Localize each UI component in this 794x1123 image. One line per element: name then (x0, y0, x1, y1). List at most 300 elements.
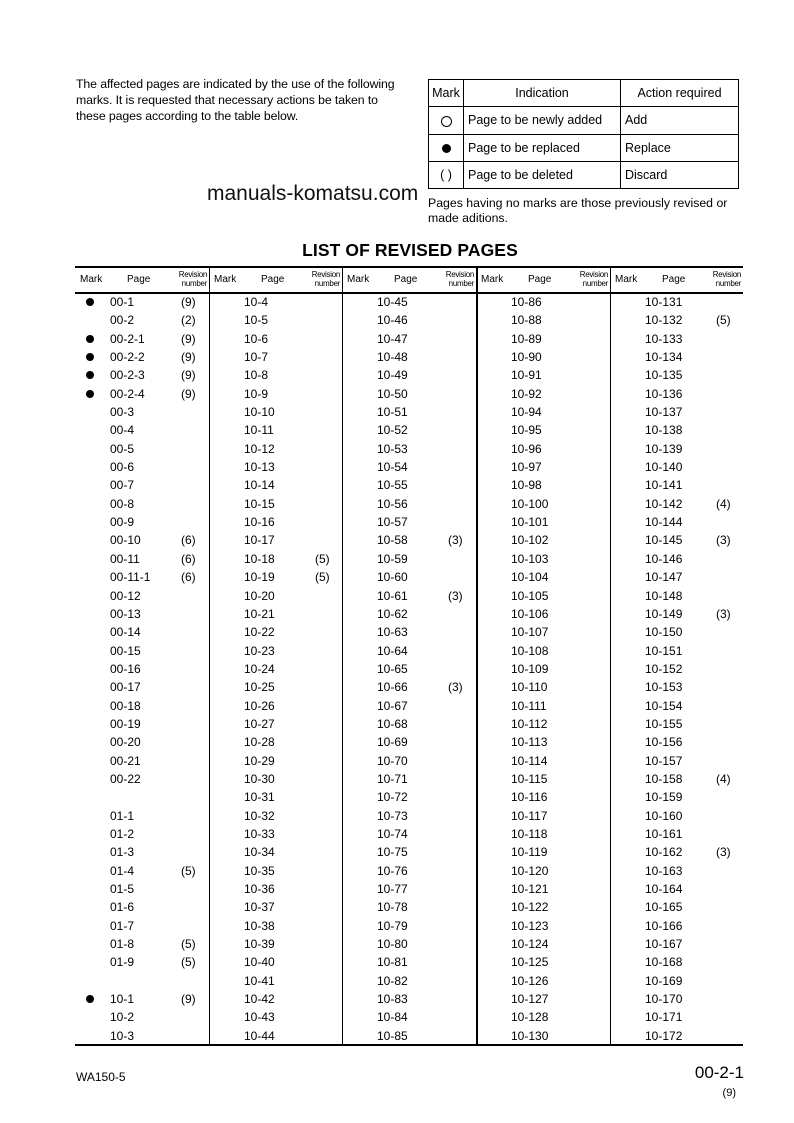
table-row (342, 568, 476, 586)
page-cell: 10-43 (244, 1010, 275, 1025)
page-cell: 10-30 (244, 771, 275, 786)
page-cell: 00-16 (110, 661, 141, 676)
table-row (610, 495, 743, 513)
page-cell: 10-102 (511, 533, 549, 548)
table-row (610, 917, 743, 935)
header-revision-number (713, 270, 741, 294)
table-row (209, 421, 342, 439)
page-cell: 00-19 (110, 716, 141, 731)
table-row (209, 550, 342, 568)
table-row (75, 366, 209, 384)
table-row (75, 568, 209, 586)
page-cell: 10-52 (377, 423, 408, 438)
table-row (610, 862, 743, 880)
page-cell: 10-7 (244, 350, 269, 365)
page-cell: 10-159 (645, 790, 683, 805)
table-row (209, 972, 342, 990)
page-cell: 10-136 (645, 386, 683, 401)
page-cell: 10-81 (377, 955, 408, 970)
page-cell: 10-117 (511, 808, 548, 823)
header-revision-line1: Revision (712, 270, 741, 279)
table-row (476, 385, 610, 403)
page-cell: 10-83 (377, 992, 408, 1007)
table-row (75, 660, 209, 678)
table-row (610, 623, 743, 641)
page-cell: 10-65 (377, 661, 408, 676)
revision-cell: (5) (181, 863, 196, 878)
table-row (75, 770, 209, 788)
table-row (75, 476, 209, 494)
page-cell: 10-57 (377, 515, 408, 530)
table-row (610, 403, 743, 421)
page-cell: 10-121 (511, 882, 549, 896)
page-cell: 01-9 (110, 955, 135, 970)
table-row (342, 697, 476, 715)
table-row (209, 385, 342, 403)
table-row (476, 825, 610, 843)
page-cell: 10-45 (377, 295, 408, 309)
table-row (209, 403, 342, 421)
page-cell: 10-109 (511, 661, 549, 676)
page-cell: 10-128 (511, 1010, 549, 1025)
page-cell: 01-8 (110, 937, 135, 952)
table-row (209, 898, 342, 916)
table-row (476, 935, 610, 953)
page-cell: 10-101 (511, 515, 549, 530)
page-cell: 10-166 (645, 918, 683, 933)
legend-action: Discard (621, 161, 739, 188)
page-cell: 10-18 (244, 551, 275, 566)
page-cell: 10-13 (244, 460, 275, 475)
page-cell: 01-2 (110, 826, 135, 841)
table-row (610, 843, 743, 861)
table-row (476, 513, 610, 531)
table-row (342, 440, 476, 458)
table-row (610, 733, 743, 751)
table-row (75, 513, 209, 531)
page-cell: 10-149 (645, 606, 683, 621)
table-row (342, 605, 476, 623)
header-revision-line1: Revision (445, 270, 474, 279)
page-cell: 10-133 (645, 331, 683, 346)
page-cell: 10-148 (645, 588, 683, 603)
table-row (209, 605, 342, 623)
page-cell: 10-29 (244, 753, 275, 768)
page-cell: 10-127 (511, 992, 549, 1007)
page-cell: 10-79 (377, 918, 408, 933)
table-row (75, 587, 209, 605)
page-cell: 10-84 (377, 1010, 408, 1025)
page-cell: 10-139 (645, 441, 683, 456)
table-row (75, 825, 209, 843)
page-cell: 10-2 (110, 1010, 135, 1025)
legend-header-indication: Indication (464, 80, 621, 107)
page-cell: 10-4 (244, 295, 269, 309)
table-row (476, 458, 610, 476)
header-page: Page (394, 274, 418, 285)
page-cell: 10-78 (377, 900, 408, 915)
revision-cell: (9) (181, 295, 196, 309)
table-row (342, 403, 476, 421)
page-cell: 10-158 (645, 771, 683, 786)
table-row (476, 807, 610, 825)
table-row (209, 953, 342, 971)
page-cell: 10-21 (244, 606, 275, 621)
page-cell: 10-114 (511, 753, 548, 768)
solid-circle-icon (86, 995, 94, 1003)
table-row (476, 752, 610, 770)
table-row (342, 587, 476, 605)
page-cell: 10-162 (645, 845, 683, 860)
header-page: Page (662, 274, 686, 285)
page-cell: 10-147 (645, 570, 683, 585)
page-cell: 00-20 (110, 735, 141, 750)
page-cell: 10-126 (511, 973, 549, 988)
table-row (342, 421, 476, 439)
table-row (75, 605, 209, 623)
page-cell: 10-36 (244, 882, 275, 896)
page-cell: 10-90 (511, 350, 542, 365)
page-cell: 10-24 (244, 661, 275, 676)
page-cell: 10-1 (110, 992, 135, 1007)
table-row (476, 843, 610, 861)
page-cell: 10-124 (511, 937, 549, 952)
page-cell: 10-120 (511, 863, 549, 878)
page-cell: 10-63 (377, 625, 408, 640)
page-cell: 10-171 (645, 1010, 683, 1025)
page-cell: 10-163 (645, 863, 683, 878)
table-row (476, 972, 610, 990)
page-cell: 00-9 (110, 515, 135, 530)
legend-action: Replace (621, 134, 739, 161)
page-cell: 00-2-4 (110, 386, 145, 401)
page-cell: 10-131 (645, 295, 683, 309)
table-row (209, 513, 342, 531)
header-page: Page (261, 274, 285, 285)
page-cell: 10-40 (244, 955, 275, 970)
table-row (342, 311, 476, 329)
page-cell: 10-94 (511, 405, 542, 420)
table-row (610, 898, 743, 916)
table-row (476, 440, 610, 458)
solid-circle-icon (86, 353, 94, 361)
page-cell: 10-33 (244, 826, 275, 841)
page-cell: 10-22 (244, 625, 275, 640)
table-row (75, 697, 209, 715)
table-row (476, 623, 610, 641)
table-row (610, 440, 743, 458)
page-cell: 10-164 (645, 882, 683, 896)
page-cell: 10-77 (377, 882, 408, 896)
page-cell: 10-19 (244, 570, 275, 585)
page-cell: 10-11 (244, 423, 274, 438)
intro-paragraph: The affected pages are indicated by the use of the following marks. It is requested that necessary actions be taken to these pages according to the table below. (76, 77, 395, 123)
header-mark: Mark (214, 274, 237, 285)
revision-cell: (9) (181, 386, 196, 401)
table-row (209, 293, 342, 311)
revision-cell: (4) (716, 771, 731, 786)
table-row (342, 825, 476, 843)
table-row (476, 697, 610, 715)
legend-indication: Page to be deleted (464, 161, 621, 188)
table-row (342, 917, 476, 935)
table-row (476, 330, 610, 348)
table-row (610, 953, 743, 971)
marks-legend-table (428, 79, 739, 189)
table-row (209, 862, 342, 880)
page-cell: 10-9 (244, 386, 269, 401)
page-cell: 10-142 (645, 496, 683, 511)
table-row (476, 990, 610, 1008)
page-cell: 00-12 (110, 588, 141, 603)
page-cell: 00-22 (110, 771, 141, 786)
page-cell: 10-118 (511, 826, 548, 841)
page-cell: 10-73 (377, 808, 408, 823)
page-cell: 10-14 (244, 478, 275, 493)
table-row (476, 715, 610, 733)
table-row (610, 697, 743, 715)
table-row (209, 311, 342, 329)
page-cell: 10-82 (377, 973, 408, 988)
table-row (342, 935, 476, 953)
header-page: Page (528, 274, 552, 285)
header-mark: Mark (615, 274, 638, 285)
table-row (476, 788, 610, 806)
column-group-1 (75, 268, 209, 1044)
table-row (476, 1027, 610, 1045)
page-cell: 10-97 (511, 460, 542, 475)
table-row (476, 550, 610, 568)
table-row (342, 531, 476, 549)
table-row (342, 385, 476, 403)
table-row (209, 807, 342, 825)
header-page: Page (127, 274, 151, 285)
page-cell: 01-3 (110, 845, 135, 860)
page-cell: 00-1 (110, 295, 135, 309)
page-cell: 10-68 (377, 716, 408, 731)
revision-cell: (5) (181, 937, 196, 952)
page-cell: 10-60 (377, 570, 408, 585)
page-cell: 10-8 (244, 368, 269, 383)
page-cell: 10-25 (244, 680, 275, 695)
table-row (476, 568, 610, 586)
page-cell: 10-150 (645, 625, 683, 640)
table-row (209, 935, 342, 953)
page-cell: 10-123 (511, 918, 549, 933)
page-cell: 10-103 (511, 551, 549, 566)
page-cell: 10-86 (511, 295, 542, 309)
table-row (75, 843, 209, 861)
table-row (476, 880, 610, 898)
page-cell: 10-39 (244, 937, 275, 952)
table-row (610, 568, 743, 586)
header-revision-line2: number (715, 279, 741, 288)
table-row (209, 330, 342, 348)
table-row (209, 715, 342, 733)
table-row (342, 880, 476, 898)
table-row (476, 348, 610, 366)
table-row (209, 843, 342, 861)
revision-cell: (2) (181, 313, 196, 328)
solid-circle-icon (442, 144, 451, 153)
page-cell: 10-146 (645, 551, 683, 566)
page-cell: 10-168 (645, 955, 683, 970)
table-row (75, 642, 209, 660)
table-row (476, 366, 610, 384)
revision-cell: (9) (181, 992, 196, 1007)
table-row (209, 697, 342, 715)
model-label: WA150-5 (76, 1070, 126, 1084)
page-cell: 10-169 (645, 973, 683, 988)
legend-indication: Page to be replaced (464, 134, 621, 161)
table-row (75, 862, 209, 880)
page-cell: 10-3 (110, 1028, 135, 1043)
table-row (209, 458, 342, 476)
page-cell: 00-7 (110, 478, 135, 493)
table-row (610, 348, 743, 366)
table-row (342, 733, 476, 751)
table-row (610, 788, 743, 806)
page-cell: 10-98 (511, 478, 542, 493)
table-row (342, 550, 476, 568)
page-cell: 10-51 (377, 405, 408, 420)
page-cell: 10-105 (511, 588, 549, 603)
table-row (342, 366, 476, 384)
page-cell: 10-135 (645, 368, 683, 383)
page-cell: 10-115 (511, 771, 548, 786)
page-cell: 10-88 (511, 313, 542, 328)
table-row (75, 348, 209, 366)
page-cell: 10-112 (511, 716, 548, 731)
table-row (75, 917, 209, 935)
header-revision-line1: Revision (579, 270, 608, 279)
table-row (209, 495, 342, 513)
table-row (342, 752, 476, 770)
table-row (209, 825, 342, 843)
table-row (75, 550, 209, 568)
table-row (476, 587, 610, 605)
page-cell: 10-26 (244, 698, 275, 713)
page-cell: 10-50 (377, 386, 408, 401)
page-title: LIST OF REVISED PAGES (302, 240, 518, 260)
table-row (209, 623, 342, 641)
revision-cell: (3) (716, 845, 731, 860)
table-row (75, 531, 209, 549)
page-cell: 10-96 (511, 441, 542, 456)
table-row (209, 917, 342, 935)
table-row (75, 807, 209, 825)
page-cell: 10-172 (645, 1028, 683, 1043)
page-cell: 00-11-1 (110, 570, 151, 585)
table-row (342, 458, 476, 476)
table-row (75, 972, 209, 990)
page-cell: 10-113 (511, 735, 548, 750)
table-row (342, 898, 476, 916)
page-cell: 10-62 (377, 606, 408, 621)
page-cell: 00-2-2 (110, 350, 145, 365)
page-number: 00-2-1 (694, 1063, 744, 1082)
legend-indication: Page to be newly added (464, 107, 621, 134)
page-cell: 10-35 (244, 863, 275, 878)
table-row (476, 733, 610, 751)
page-cell: 10-10 (244, 405, 275, 420)
revision-cell: (9) (181, 331, 196, 346)
page-cell: 10-71 (377, 771, 408, 786)
table-row (75, 330, 209, 348)
table-row (610, 807, 743, 825)
header-revision-line1: Revision (178, 270, 207, 279)
table-row (342, 972, 476, 990)
page-cell: 10-55 (377, 478, 408, 493)
page-cell: 10-89 (511, 331, 542, 346)
table-row (342, 862, 476, 880)
page-cell: 10-95 (511, 423, 542, 438)
table-row (610, 366, 743, 384)
table-row (476, 311, 610, 329)
table-row (610, 421, 743, 439)
table-row (610, 825, 743, 843)
table-row (75, 421, 209, 439)
page-cell: 10-49 (377, 368, 408, 383)
header-mark: Mark (80, 274, 103, 285)
table-row (75, 495, 209, 513)
table-row (342, 1027, 476, 1045)
revision-cell: (6) (181, 570, 196, 585)
page-cell: 10-154 (645, 698, 683, 713)
table-row (610, 678, 743, 696)
page-cell: 10-44 (244, 1028, 275, 1043)
revision-cell: (9) (181, 368, 196, 383)
page-cell: 10-64 (377, 643, 408, 658)
page-cell: 10-156 (645, 735, 683, 750)
page-cell: 10-116 (511, 790, 548, 805)
page-cell: 10-46 (377, 313, 408, 328)
table-row (610, 990, 743, 1008)
revised-pages-table (75, 266, 743, 1046)
table-row (610, 550, 743, 568)
table-row (610, 1027, 743, 1045)
header-mark: Mark (347, 274, 370, 285)
table-row (342, 623, 476, 641)
table-row (342, 476, 476, 494)
table-row (209, 348, 342, 366)
page-cell: 00-8 (110, 496, 135, 511)
table-row (342, 495, 476, 513)
table-row (209, 788, 342, 806)
table-row (75, 953, 209, 971)
page-cell: 10-92 (511, 386, 542, 401)
table-row (610, 330, 743, 348)
legend-row-replace (429, 134, 739, 161)
table-row (75, 752, 209, 770)
table-row (75, 733, 209, 751)
page-cell: 00-13 (110, 606, 141, 621)
page-cell: 00-2-1 (110, 331, 145, 346)
page-cell: 00-6 (110, 460, 135, 475)
table-row (342, 642, 476, 660)
table-row (75, 311, 209, 329)
table-row (209, 1027, 342, 1045)
table-row (476, 1008, 610, 1026)
page-cell: 01-7 (110, 918, 135, 933)
hollow-circle-icon (441, 116, 452, 127)
table-row (209, 476, 342, 494)
page-cell: 00-10 (110, 533, 141, 548)
header-revision-line2: number (314, 279, 340, 288)
page-cell: 10-41 (244, 973, 275, 988)
page-cell: 10-15 (244, 496, 275, 511)
header-revision-line2: number (181, 279, 207, 288)
